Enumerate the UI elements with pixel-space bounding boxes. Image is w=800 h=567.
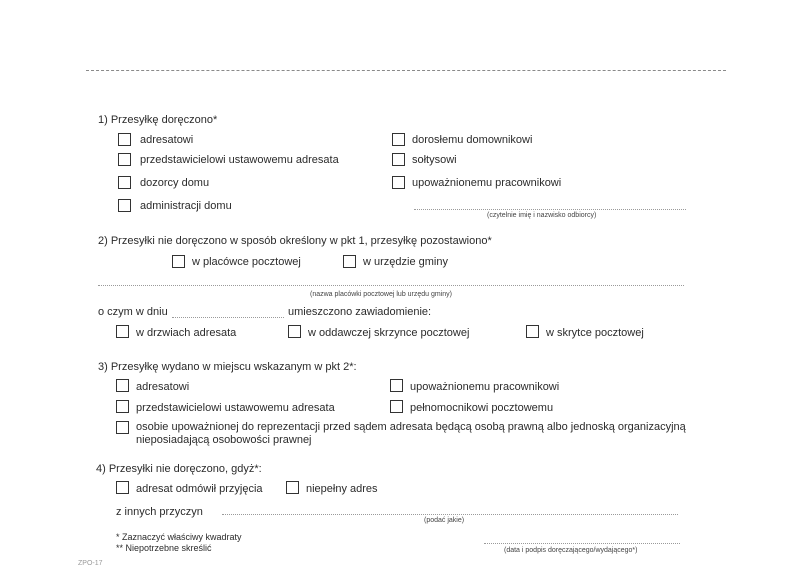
label-soltysowi: sołtysowi [412,154,457,166]
checkbox-w-oddawczej-skrzynce[interactable] [288,325,301,338]
other-reasons-caption: (podać jakie) [424,517,465,524]
label-niepelny-adres: niepełny adres [306,483,378,495]
section1-heading: 1) Przesyłkę doręczono* [98,114,218,126]
checkbox-w-placowce-pocztowej[interactable] [172,255,185,268]
label-administracji-domu: administracji domu [140,200,232,212]
label-doroslemu-domownikowi: dorosłemu domownikowi [412,134,533,146]
checkbox-w-skrytce-pocztowej[interactable] [526,325,539,338]
form-code: ZPO-17 [78,560,103,567]
label-w-placowce-pocztowej: w placówce pocztowej [192,256,301,268]
signature-caption: (data i podpis doręczającego/wydającego*) [504,547,638,554]
label-w-drzwiach-adresata: w drzwiach adresata [136,327,237,339]
other-reasons-label: z innych przyczyn [116,506,203,518]
label-s3-adresatowi: adresatowi [136,381,190,393]
checkbox-niepelny-adres[interactable] [286,481,299,494]
recipient-name-caption: (czytelnie imię i nazwisko odbiorcy) [487,212,597,219]
label-s3-pelnomocnikowi-pocztowemu: pełnomocnikowi pocztowemu [410,402,554,414]
label-s3-przedstawicielowi: przedstawicielowi ustawowemu adresata [136,402,335,414]
signature-line[interactable] [484,543,680,544]
checkbox-s3-pelnomocnikowi-pocztowemu[interactable] [390,400,403,413]
footnote-2: ** Niepotrzebne skreślić [116,543,212,553]
other-reasons-line[interactable] [222,514,678,515]
footnote-1: * Zaznaczyć właściwy kwadraty [116,532,242,542]
checkbox-doroslemu-domownikowi[interactable] [392,133,405,146]
checkbox-administracji-domu[interactable] [118,199,131,212]
label-dozorcy-domu: dozorcy domu [140,177,210,189]
checkbox-s3-adresatowi[interactable] [116,379,129,392]
section2-heading: 2) Przesyłki nie doręczono w sposób określony w pkt 1, przesyłkę pozostawiono* [98,235,492,247]
notice-date-line[interactable] [172,317,284,318]
checkbox-dozorcy-domu[interactable] [118,176,131,189]
place-name-line[interactable] [98,285,684,286]
recipient-name-line[interactable] [414,209,686,210]
checkbox-adresat-odmowil[interactable] [116,481,129,494]
label-w-oddawczej-skrzynce: w oddawczej skrzynce pocztowej [308,327,470,339]
checkbox-w-urzedzie-gminy[interactable] [343,255,356,268]
checkbox-s3-przedstawicielowi[interactable] [116,400,129,413]
label-upowaznionemu-pracownikowi: upoważnionemu pracownikowi [412,177,562,189]
checkbox-adresatowi[interactable] [118,133,131,146]
checkbox-soltysowi[interactable] [392,153,405,166]
label-w-urzedzie-gminy: w urzędzie gminy [363,256,448,268]
notice-date-suffix: umieszczono zawiadomienie: [288,306,432,318]
label-s3-upowaznionemu-pracownikowi: upoważnionemu pracownikowi [410,381,560,393]
notice-date-prefix: o czym w dniu [98,306,168,318]
checkbox-przedstawicielowi[interactable] [118,153,131,166]
label-adresat-odmowil: adresat odmówił przyjęcia [136,483,263,495]
checkbox-upowaznionemu-pracownikowi[interactable] [392,176,405,189]
cut-line [86,70,726,71]
checkbox-s3-upowaznionemu-pracownikowi[interactable] [390,379,403,392]
label-s3-osobie-upowaznionej: osobie upoważnionej do reprezentacji przed sądem adresata będącą osobą prawną albo jednoską organizacyjną nieposiadającą osobowości prawnej [136,421,686,446]
label-w-skrytce-pocztowej: w skrytce pocztowej [546,327,644,339]
checkbox-s3-osobie-upowaznionej[interactable] [116,421,129,434]
section3-heading: 3) Przesyłkę wydano w miejscu wskazanym w pkt 2*: [98,361,357,373]
place-name-caption: (nazwa placówki pocztowej lub urzędu gminy) [310,291,453,298]
label-adresatowi: adresatowi [140,134,194,146]
section4-heading: 4) Przesyłki nie doręczono, gdyż*: [96,463,262,475]
label-przedstawicielowi: przedstawicielowi ustawowemu adresata [140,154,339,166]
checkbox-w-drzwiach-adresata[interactable] [116,325,129,338]
